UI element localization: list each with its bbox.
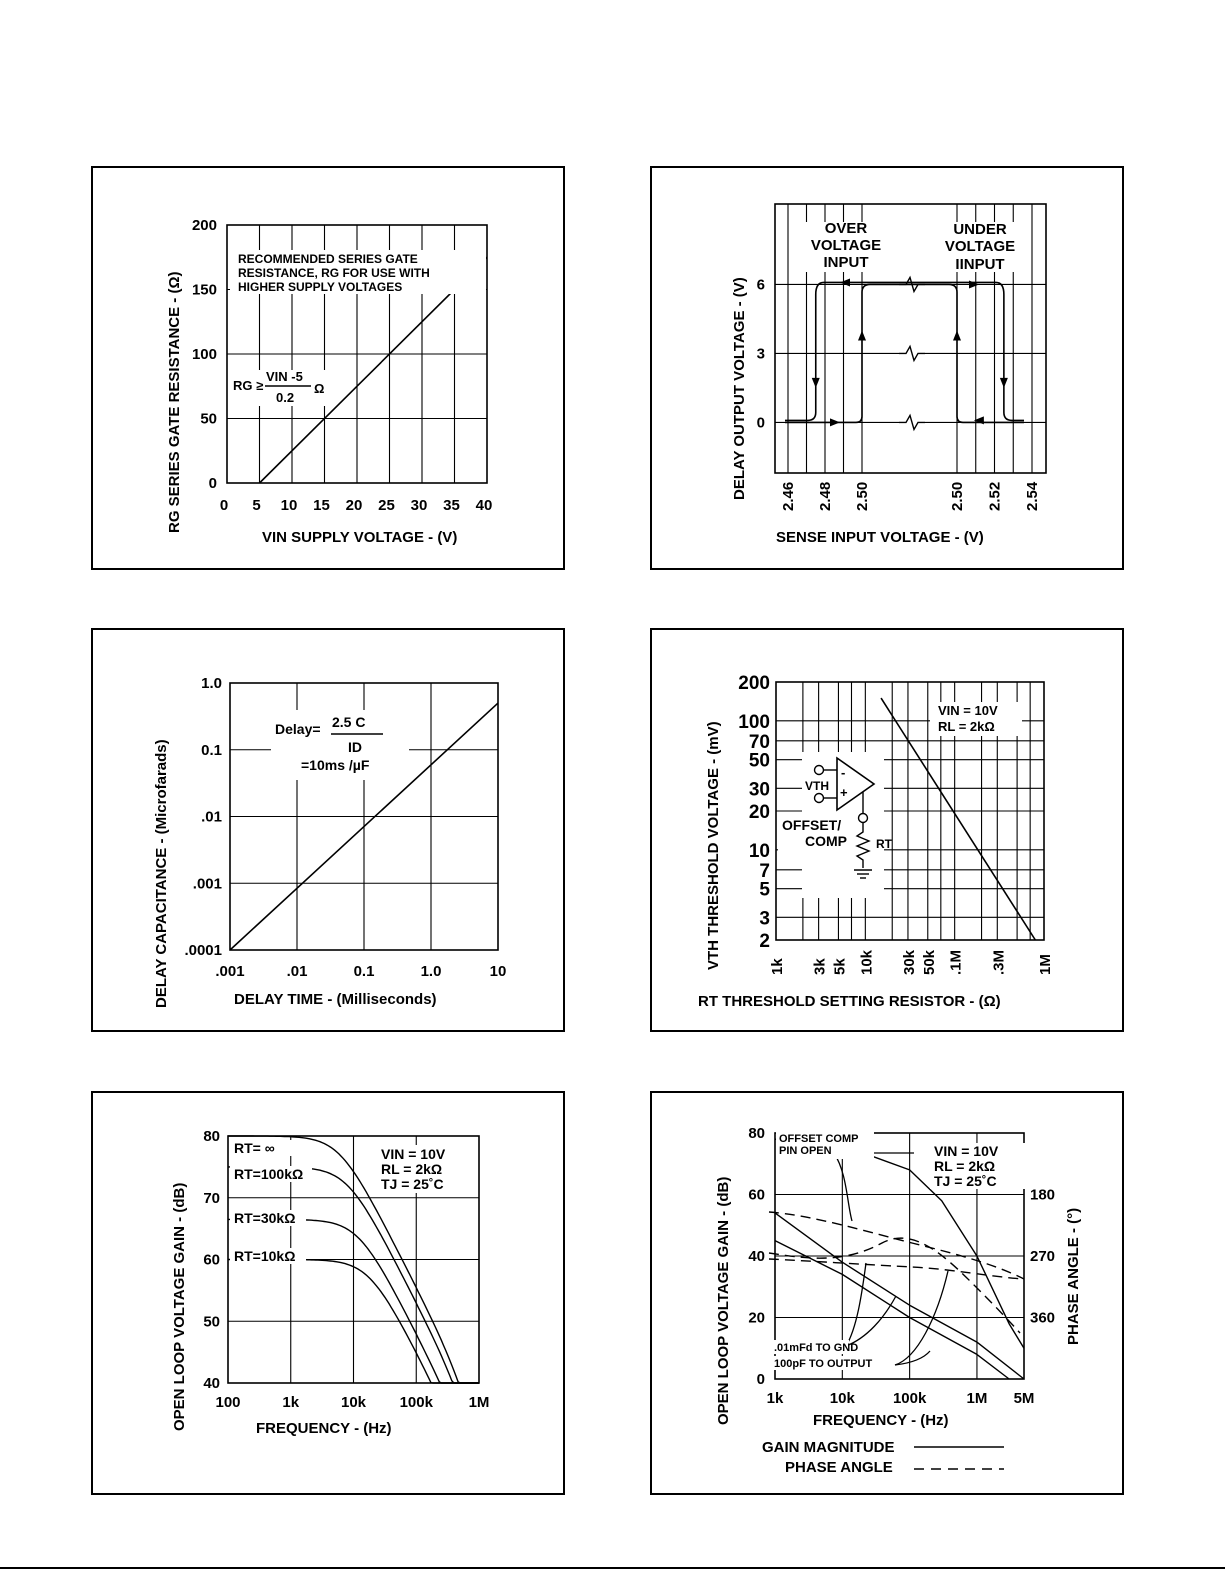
formula-line-2: =10ms /µF: [301, 757, 370, 773]
chart-open-loop-gain: [91, 1091, 565, 1495]
x-tick-label: 10k: [858, 949, 876, 975]
legend-phase-label: PHASE ANGLE: [785, 1459, 893, 1476]
chart-delay-capacitance: [91, 628, 565, 1032]
y2-tick-label: 270: [1030, 1248, 1056, 1265]
y-axis-label: OPEN LOOP VOLTAGE GAIN - (dB): [171, 1182, 188, 1431]
x-axis-label: RT THRESHOLD SETTING RESISTOR - (Ω): [698, 993, 1001, 1010]
x-tick-label: 30k: [900, 949, 918, 975]
x-tick-label: 10: [280, 497, 298, 514]
input-terminal-minus-icon: [815, 766, 824, 775]
x-axis-label: FREQUENCY - (Hz): [256, 1420, 392, 1437]
x-tick-label: 10k: [829, 1390, 855, 1407]
y-tick-label: 100: [191, 346, 217, 363]
x-tick-label: 1M: [966, 1390, 988, 1407]
offset-comp-terminal-icon: [859, 814, 868, 823]
rt-label: RT: [876, 837, 892, 851]
y-tick-label: 60: [203, 1251, 220, 1269]
comparator-plus: +: [840, 785, 848, 800]
x-tick-label: 1k: [766, 1390, 784, 1407]
y-tick-label: 100: [738, 711, 770, 733]
x-tick-label: 10k: [340, 1394, 367, 1411]
x-tick-label: 35: [443, 497, 460, 514]
x-tick-label: 1k: [769, 958, 786, 975]
arrow-down-icon: [1000, 378, 1008, 388]
y-tick-label: 1.0: [201, 675, 222, 692]
chart-delay-output: [650, 166, 1124, 570]
formula-lhs: RG ≥: [233, 378, 264, 393]
condition-rl: RL = 2kΩ: [938, 719, 995, 734]
curve-label-rt-100k: RT=100kΩ: [234, 1166, 304, 1182]
y-tick-label: 50: [748, 750, 770, 772]
y-tick-label: 200: [738, 673, 770, 694]
y-tick-label: 10: [748, 840, 770, 862]
y-tick-label: 20: [748, 802, 770, 823]
arrow-up-icon: [953, 330, 961, 340]
x-tick-label: .001: [215, 963, 245, 980]
y-tick-label: 70: [748, 731, 770, 753]
x-tick-label: 3k: [811, 958, 829, 975]
x-tick-label: 100k: [892, 1390, 927, 1407]
chart-open-loop-gain-svg: [93, 1093, 563, 1493]
y-tick-label: .001: [192, 875, 222, 893]
annotation-leaders: [812, 1153, 948, 1365]
y-tick-label: 30: [748, 779, 770, 801]
x-tick-label: 2.50: [949, 481, 966, 511]
x-tick-label: 1M: [1037, 954, 1054, 975]
arrow-left-icon: [840, 278, 850, 286]
legend-gain-label: GAIN MAGNITUDE: [762, 1439, 895, 1456]
chart-delay-capacitance-svg: [93, 630, 563, 1030]
condition-tj: TJ = 25˚C: [381, 1176, 444, 1192]
x-tick-label: 30: [410, 497, 428, 514]
condition-rl: RL = 2kΩ: [934, 1158, 996, 1174]
y-tick-label: 50: [203, 1313, 220, 1331]
y2-tick-label: 360: [1030, 1309, 1056, 1327]
annotation-line-2: RESISTANCE, RG FOR USE WITH: [238, 266, 430, 280]
x-tick-label: 15: [313, 497, 330, 514]
chart-gate-resistance-svg: [93, 168, 563, 568]
arrow-down-icon: [812, 378, 820, 388]
y-tick-label: 70: [203, 1189, 220, 1207]
y-tick-label: 5: [759, 879, 770, 901]
under-voltage-label-2: VOLTAGE: [944, 238, 1016, 255]
x-tick-label: 1M: [468, 1394, 490, 1411]
under-voltage-label-1: UNDER: [953, 221, 1007, 238]
x-tick-label: .1M: [947, 949, 965, 975]
annotation-line-1: RECOMMENDED SERIES GATE: [238, 252, 418, 266]
formula-denominator: ID: [348, 739, 362, 755]
y-tick-label: 3: [759, 908, 770, 930]
condition-vin: VIN = 10V: [381, 1146, 446, 1162]
x-tick-label: 0.1: [353, 963, 375, 980]
y-tick-label: 3: [756, 345, 765, 363]
chart-gain-phase: [650, 1091, 1124, 1495]
formula-numerator: VIN -5: [266, 369, 303, 384]
x-tick-label: 1.0: [420, 963, 442, 980]
chart-gain-phase-svg: [652, 1093, 1122, 1493]
x-tick-label: 2.54: [1024, 481, 1041, 511]
formula-denominator: 0.2: [276, 390, 295, 405]
y-tick-label: 0: [756, 1371, 765, 1388]
over-voltage-label-2: VOLTAGE: [810, 237, 882, 254]
y-tick-label: 200: [191, 217, 217, 234]
arrow-right-icon: [830, 418, 840, 426]
annotation-offset-comp: OFFSET COMP: [779, 1133, 859, 1145]
condition-tj: TJ = 25˚C: [934, 1173, 997, 1189]
x-tick-label: 100k: [399, 1394, 433, 1411]
y-axis-label: VTH THRESHOLD VOLTAGE - (mV): [705, 721, 722, 970]
x-tick-label: 5M: [1013, 1390, 1035, 1407]
chart-delay-output-svg: [652, 168, 1122, 568]
y2-axis-label: PHASE ANGLE - (°): [1065, 1207, 1082, 1345]
over-voltage-label-3: INPUT: [823, 254, 869, 271]
y-tick-label: 60: [748, 1186, 765, 1204]
annotation-pin-open: PIN OPEN: [779, 1145, 832, 1157]
curve-label-rt-inf: RT= ∞: [234, 1140, 275, 1156]
x-axis-label: DELAY TIME - (Milliseconds): [234, 991, 437, 1008]
x-tick-label: 25: [378, 497, 395, 514]
condition-vin: VIN = 10V: [938, 703, 998, 718]
x-tick-label: 2.46: [780, 481, 797, 511]
y-tick-label: 40: [748, 1248, 765, 1265]
y-tick-label: 0: [756, 414, 765, 432]
x-tick-label: 10: [489, 963, 507, 980]
y-tick-label: 6: [756, 276, 765, 294]
comparator-minus: -: [841, 765, 846, 780]
y-tick-label: 7: [759, 860, 770, 882]
arrow-up-icon: [858, 330, 866, 340]
offset-comp-label-1: OFFSET/: [782, 817, 842, 833]
offset-comp-label-2: COMP: [805, 833, 847, 849]
y-axis-label: DELAY CAPACITANCE - (Microfarads): [153, 739, 170, 1008]
x-tick-label: 2.50: [854, 481, 871, 511]
x-tick-label: 5k: [831, 958, 849, 975]
y-tick-label: .01: [201, 808, 222, 826]
x-axis-label: VIN SUPPLY VOLTAGE - (V): [262, 529, 458, 546]
y-tick-label: 80: [748, 1125, 765, 1142]
chart-gate-resistance: [91, 166, 565, 570]
y-tick-label: 150: [191, 281, 217, 299]
x-tick-label: 50k: [920, 949, 938, 975]
x-tick-label: 2.52: [986, 481, 1004, 511]
x-tick-label: 0: [219, 497, 229, 514]
y-tick-label: 0: [208, 475, 217, 492]
condition-rl: RL = 2kΩ: [381, 1161, 443, 1177]
y-tick-label: 40: [203, 1375, 220, 1392]
curve-label-rt-30k: RT=30kΩ: [234, 1210, 296, 1226]
x-axis-label: SENSE INPUT VOLTAGE - (V): [776, 529, 984, 546]
x-tick-label: .01: [286, 963, 308, 980]
x-tick-label: 1k: [282, 1394, 300, 1411]
under-voltage-label-3: IINPUT: [955, 256, 1005, 273]
over-voltage-label-1: OVER: [824, 220, 868, 237]
phase-curves: [769, 1212, 1024, 1333]
formula-numerator: 2.5 C: [332, 714, 366, 730]
curve-label-rt-10k: RT=10kΩ: [234, 1248, 296, 1264]
formula-lhs: Delay=: [275, 721, 321, 737]
y-tick-label: 80: [203, 1128, 220, 1145]
y-tick-label: 2: [759, 931, 770, 952]
x-axis-label: FREQUENCY - (Hz): [813, 1412, 949, 1429]
annotation-100pf-output: 100pF TO OUTPUT: [774, 1358, 873, 1370]
input-terminal-plus-icon: [815, 794, 824, 803]
comparator-circuit: [778, 752, 893, 898]
y-tick-label: 20: [748, 1309, 765, 1327]
condition-vin: VIN = 10V: [934, 1143, 999, 1159]
x-tick-label: 40: [475, 497, 493, 514]
x-tick-label: 5: [252, 497, 261, 514]
y2-tick-label: 180: [1030, 1186, 1056, 1204]
y-tick-label: .0001: [184, 942, 222, 959]
y-tick-label: 50: [200, 410, 217, 428]
chart-threshold-voltage-svg: [652, 630, 1122, 1030]
annotation-line-3: HIGHER SUPPLY VOLTAGES: [238, 280, 403, 294]
chart-threshold-voltage: [650, 628, 1124, 1032]
y-axis-label: RG SERIES GATE RESISTANCE - (Ω): [166, 271, 183, 533]
vth-label: VTH: [805, 779, 829, 793]
y-tick-label: 0.1: [201, 741, 222, 759]
y-axis-label: DELAY OUTPUT VOLTAGE - (V): [731, 277, 748, 500]
x-tick-label: 20: [345, 497, 363, 514]
x-tick-label: .3M: [990, 949, 1008, 975]
x-tick-label: 2.48: [817, 481, 834, 511]
y-axis-label: OPEN LOOP VOLTAGE GAIN - (dB): [715, 1176, 732, 1425]
formula-unit: Ω: [314, 381, 325, 396]
page-bottom-rule: [0, 1567, 1225, 1569]
x-tick-label: 100: [215, 1394, 241, 1411]
annotation-01mfd-gnd: .01mFd TO GND: [774, 1342, 859, 1354]
